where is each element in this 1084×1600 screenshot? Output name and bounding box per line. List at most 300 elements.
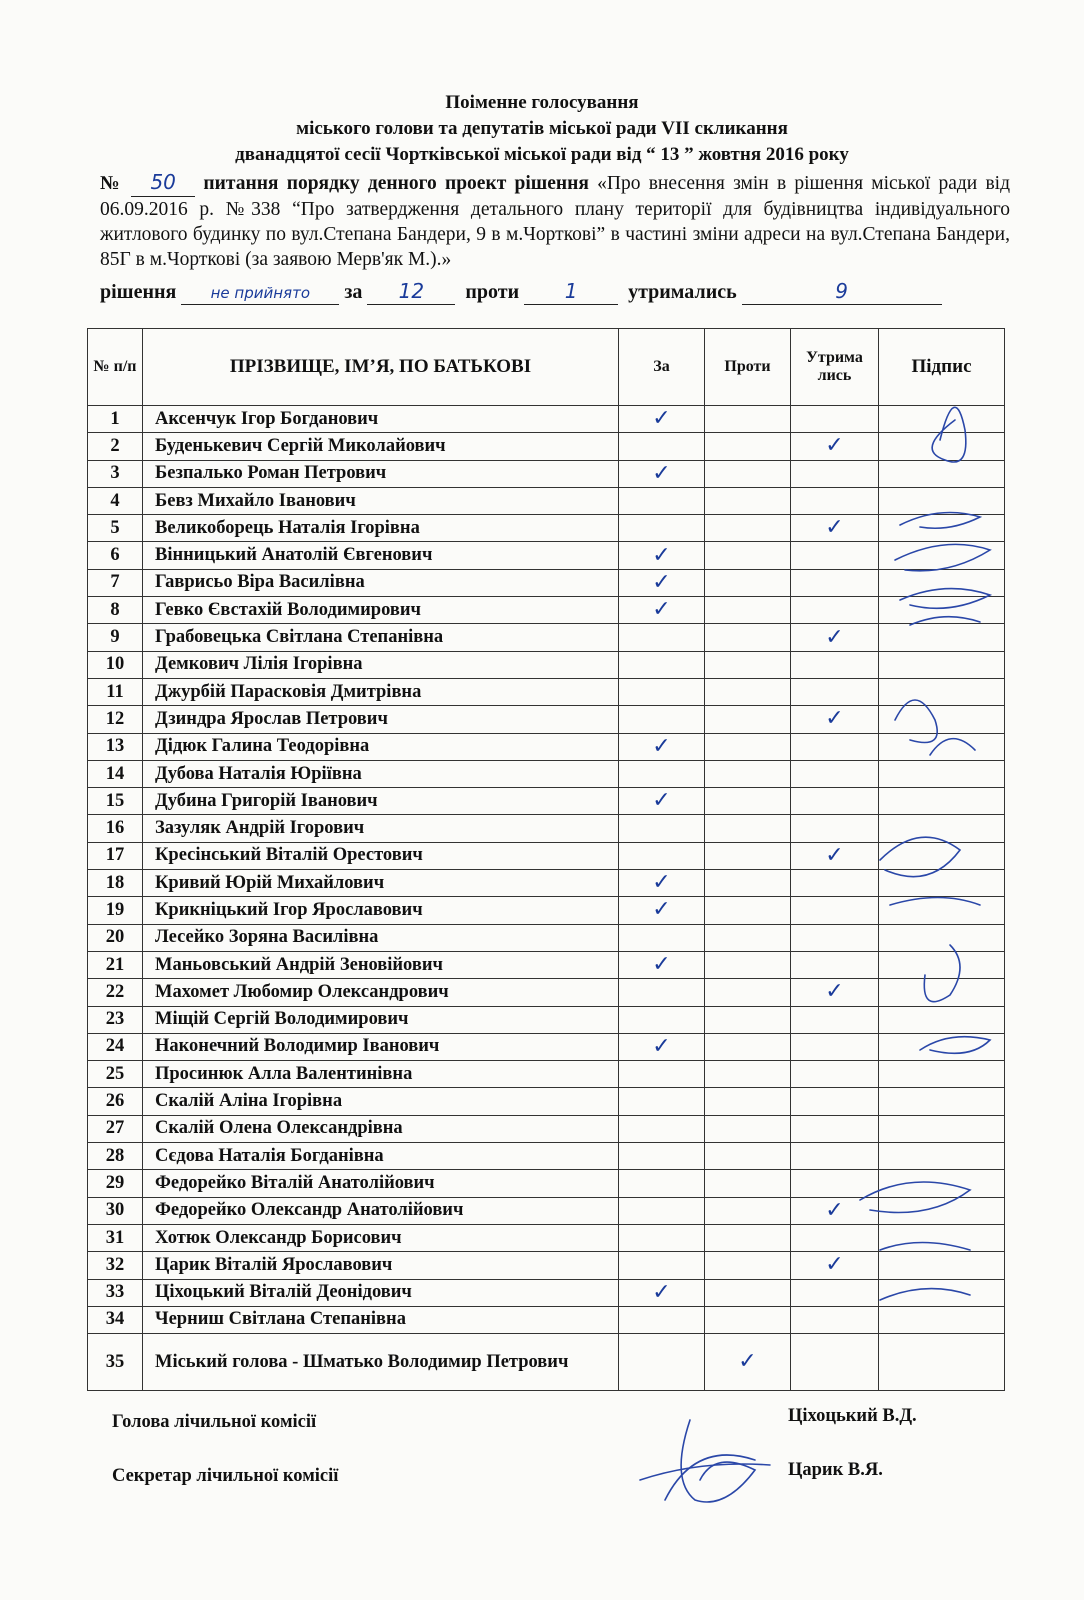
signature-cell [879, 597, 1005, 624]
table-row [88, 460, 1005, 487]
row-number: 15 [88, 788, 143, 815]
deputy-name: Дідюк Галина Теодорівна [143, 733, 619, 760]
for-cell [619, 788, 705, 815]
row-number: 32 [88, 1252, 143, 1279]
question-text: «Про внесення змін в рішення міської ради від 06.09.2016 р. №338 “Про затвердження детального плану території для будівництва індивідуального житлового будинку по вул.Степана Бандери, 9 в м.Чорткові” в частині зміни адреси на вул.Степана Бандери, 85Г в м.Чорткові (за заявою Мерв'як М.).» [100, 173, 1011, 270]
against-cell [705, 515, 791, 542]
signature-cell [879, 842, 1005, 869]
against-cell [705, 842, 791, 869]
signature-cell [879, 487, 1005, 514]
row-number: 28 [88, 1143, 143, 1170]
against-cell [705, 624, 791, 651]
commission-secretary-name: Царик В.Я. [788, 1460, 883, 1480]
table-row [88, 1334, 1005, 1391]
for-field [367, 279, 455, 305]
deputy-name: Крикніцький Ігор Ярославович [143, 897, 619, 924]
deputy-name: Царик Віталій Ярославович [143, 1252, 619, 1279]
row-number: 18 [88, 870, 143, 897]
against-cell [705, 597, 791, 624]
vote-checkmark-icon: ✓ [652, 1279, 671, 1305]
document-subtitle: міського голови та депутатів міської ради VII скликання [296, 118, 788, 139]
header-against: Проти [705, 329, 791, 406]
signature-cell [879, 1334, 1005, 1391]
vote-checkmark-icon: ✓ [652, 406, 671, 432]
against-cell [705, 815, 791, 842]
against-cell [705, 1252, 791, 1279]
signature-cell [879, 1170, 1005, 1197]
row-number: 10 [88, 651, 143, 678]
deputy-name: Аксенчук Ігор Богданович [143, 406, 619, 433]
against-cell [705, 706, 791, 733]
deputy-name: Буденькевич Сергій Миколайович [143, 433, 619, 460]
for-cell [619, 1334, 705, 1391]
for-label: за [344, 281, 363, 303]
abstain-cell [791, 733, 879, 760]
table-row [88, 433, 1005, 460]
deputy-name: Сєдова Наталія Богданівна [143, 1143, 619, 1170]
against-cell [705, 406, 791, 433]
abstain-cell [791, 760, 879, 787]
against-cell [705, 733, 791, 760]
table-row [88, 1170, 1005, 1197]
row-number: 8 [88, 597, 143, 624]
against-cell [705, 1143, 791, 1170]
signature-cell [879, 1252, 1005, 1279]
for-cell [619, 815, 705, 842]
signature-cell [879, 897, 1005, 924]
signature-cell [879, 870, 1005, 897]
question-number-prefix: № [100, 173, 123, 194]
for-cell [619, 460, 705, 487]
question-number-field [131, 170, 195, 197]
abstain-cell [791, 569, 879, 596]
row-number: 25 [88, 1061, 143, 1088]
vote-checkmark-icon: ✓ [652, 788, 671, 814]
abstain-cell [791, 487, 879, 514]
signature-cell [879, 951, 1005, 978]
table-row [88, 406, 1005, 433]
signature-cell [879, 1306, 1005, 1333]
row-number: 9 [88, 624, 143, 651]
row-number: 2 [88, 433, 143, 460]
deputy-name: Маньовський Андрій Зеновійович [143, 951, 619, 978]
deputy-name: Просинюк Алла Валентинівна [143, 1061, 619, 1088]
signature-cell [879, 760, 1005, 787]
against-cell [705, 1006, 791, 1033]
for-cell [619, 1252, 705, 1279]
for-cell [619, 487, 705, 514]
row-number: 35 [88, 1334, 143, 1391]
signature-cell [879, 1115, 1005, 1142]
abstain-cell [791, 406, 879, 433]
row-number: 13 [88, 733, 143, 760]
vote-checkmark-icon: ✓ [652, 733, 671, 759]
decision-value: не прийнято [210, 284, 310, 302]
abstain-cell [791, 515, 879, 542]
for-cell [619, 1224, 705, 1251]
table-row [88, 515, 1005, 542]
abstain-cell [791, 1061, 879, 1088]
for-cell [619, 1197, 705, 1224]
against-cell [705, 1033, 791, 1060]
signature-cell [879, 1033, 1005, 1060]
against-cell [705, 460, 791, 487]
against-cell [705, 1170, 791, 1197]
table-row [88, 624, 1005, 651]
for-cell [619, 542, 705, 569]
row-number: 31 [88, 1224, 143, 1251]
against-cell [705, 1115, 791, 1142]
abstain-cell [791, 1197, 879, 1224]
table-row [88, 651, 1005, 678]
abstain-cell [791, 460, 879, 487]
for-cell [619, 1088, 705, 1115]
vote-checkmark-icon: ✓ [652, 542, 671, 568]
deputy-name: Дзиндра Ярослав Петрович [143, 706, 619, 733]
vote-checkmark-icon: ✓ [825, 979, 844, 1005]
deputy-name: Великоборець Наталія Ігорівна [143, 515, 619, 542]
abstain-cell [791, 1143, 879, 1170]
against-cell [705, 487, 791, 514]
table-row [88, 870, 1005, 897]
vote-checkmark-icon: ✓ [825, 433, 844, 459]
abstain-cell [791, 1115, 879, 1142]
vote-checkmark-icon: ✓ [652, 952, 671, 978]
for-cell [619, 979, 705, 1006]
for-cell [619, 515, 705, 542]
signature-cell [879, 678, 1005, 705]
abstain-label: утримались [628, 281, 737, 303]
table-row [88, 542, 1005, 569]
for-count: 12 [398, 279, 425, 303]
row-number: 24 [88, 1033, 143, 1060]
row-number: 21 [88, 951, 143, 978]
row-number: 6 [88, 542, 143, 569]
table-row [88, 979, 1005, 1006]
for-cell [619, 569, 705, 596]
abstain-cell [791, 924, 879, 951]
deputy-name: Кривий Юрій Михайлович [143, 870, 619, 897]
signature-cell [879, 733, 1005, 760]
for-cell [619, 733, 705, 760]
for-cell [619, 1170, 705, 1197]
row-number: 14 [88, 760, 143, 787]
row-number: 7 [88, 569, 143, 596]
signature-cell [879, 979, 1005, 1006]
header-abstain: Утрима лись [791, 329, 879, 406]
deputy-name: Кресінський Віталій Орестович [143, 842, 619, 869]
document-title: Поіменне голосування [445, 92, 639, 113]
abstain-field [742, 279, 942, 305]
table-row [88, 1252, 1005, 1279]
vote-checkmark-icon: ✓ [652, 569, 671, 595]
abstain-cell [791, 706, 879, 733]
deputy-name: Грабовецька Світлана Степанівна [143, 624, 619, 651]
for-cell [619, 760, 705, 787]
abstain-cell [791, 624, 879, 651]
abstain-cell [791, 815, 879, 842]
against-cell [705, 979, 791, 1006]
deputy-name: Дубова Наталія Юріївна [143, 760, 619, 787]
vote-checkmark-icon: ✓ [652, 1033, 671, 1059]
vote-table [87, 328, 1005, 1391]
header-name: ПРІЗВИЩЕ, ІМ’Я, ПО БАТЬКОВІ [143, 329, 619, 406]
vote-checkmark-icon: ✓ [738, 1349, 757, 1375]
deputy-name: Лесейко Зоряна Василівна [143, 924, 619, 951]
signature-cell [879, 815, 1005, 842]
deputy-name: Міщій Сергій Володимирович [143, 1006, 619, 1033]
abstain-cell [791, 1252, 879, 1279]
against-cell [705, 897, 791, 924]
row-number: 34 [88, 1306, 143, 1333]
for-cell [619, 597, 705, 624]
for-cell [619, 706, 705, 733]
signature-cell [879, 1006, 1005, 1033]
against-cell [705, 1197, 791, 1224]
against-cell [705, 1088, 791, 1115]
for-cell [619, 870, 705, 897]
question-label: питання порядку денного проект рішення [203, 173, 589, 194]
commission-secretary-label: Секретар лічильної комісії [112, 1466, 339, 1486]
abstain-cell [791, 1088, 879, 1115]
signature-cell [879, 515, 1005, 542]
row-number: 3 [88, 460, 143, 487]
against-cell [705, 433, 791, 460]
abstain-cell [791, 542, 879, 569]
signature-cell [879, 924, 1005, 951]
for-cell [619, 951, 705, 978]
for-cell [619, 433, 705, 460]
table-row [88, 897, 1005, 924]
deputy-name: Міський голова - Шматько Володимир Петрович [143, 1334, 619, 1391]
row-number: 11 [88, 678, 143, 705]
deputy-name: Вінницький Анатолій Євгенович [143, 542, 619, 569]
abstain-cell [791, 1279, 879, 1306]
table-row [88, 1115, 1005, 1142]
deputy-name: Дубина Григорій Іванович [143, 788, 619, 815]
against-cell [705, 542, 791, 569]
against-cell [705, 760, 791, 787]
header-for: За [619, 329, 705, 406]
against-field [524, 279, 618, 305]
for-cell [619, 1306, 705, 1333]
for-cell [619, 924, 705, 951]
deputy-name: Ціхоцький Віталій Деонідович [143, 1279, 619, 1306]
abstain-cell [791, 597, 879, 624]
header-num: № п/п [88, 329, 143, 406]
vote-checkmark-icon: ✓ [825, 1197, 844, 1223]
row-number: 17 [88, 842, 143, 869]
table-row [88, 1061, 1005, 1088]
signature-cell [879, 569, 1005, 596]
table-row [88, 1143, 1005, 1170]
table-row [88, 733, 1005, 760]
for-cell [619, 897, 705, 924]
for-cell [619, 1061, 705, 1088]
deputy-name: Черниш Світлана Степанівна [143, 1306, 619, 1333]
question-number-value: 50 [150, 170, 176, 194]
signature-cell [879, 460, 1005, 487]
for-cell [619, 1279, 705, 1306]
vote-checkmark-icon: ✓ [652, 460, 671, 486]
decision-field [181, 281, 339, 305]
abstain-cell [791, 678, 879, 705]
deputy-name: Федорейко Віталій Анатолійович [143, 1170, 619, 1197]
abstain-cell [791, 1006, 879, 1033]
table-row [88, 1306, 1005, 1333]
deputy-name: Демкович Лілія Ігорівна [143, 651, 619, 678]
row-number: 22 [88, 979, 143, 1006]
abstain-cell [791, 788, 879, 815]
against-cell [705, 569, 791, 596]
row-number: 4 [88, 487, 143, 514]
vote-checkmark-icon: ✓ [825, 624, 844, 650]
deputy-name: Наконечний Володимир Іванович [143, 1033, 619, 1060]
against-cell [705, 678, 791, 705]
signature-cell [879, 1088, 1005, 1115]
against-cell [705, 924, 791, 951]
for-cell [619, 842, 705, 869]
vote-checkmark-icon: ✓ [652, 870, 671, 896]
table-row [88, 597, 1005, 624]
against-cell [705, 1061, 791, 1088]
deputy-name: Бевз Михайло Іванович [143, 487, 619, 514]
abstain-cell [791, 651, 879, 678]
table-row [88, 815, 1005, 842]
deputy-name: Скалій Олена Олександрівна [143, 1115, 619, 1142]
row-number: 1 [88, 406, 143, 433]
vote-checkmark-icon: ✓ [652, 597, 671, 623]
signature-cell [879, 706, 1005, 733]
deputy-name: Гаврисьо Віра Василівна [143, 569, 619, 596]
row-number: 20 [88, 924, 143, 951]
abstain-cell [791, 951, 879, 978]
decision-line [100, 279, 942, 305]
against-cell [705, 1224, 791, 1251]
abstain-cell [791, 1334, 879, 1391]
against-count: 1 [564, 279, 578, 303]
row-number: 16 [88, 815, 143, 842]
session-date-line: дванадцятої сесії Чортківської міської ради від “ 13 ” жовтня 2016 року [235, 144, 849, 165]
vote-checkmark-icon: ✓ [825, 842, 844, 868]
abstain-cell [791, 1170, 879, 1197]
signature-cell [879, 788, 1005, 815]
for-cell [619, 406, 705, 433]
against-cell [705, 870, 791, 897]
deputy-name: Зазуляк Андрій Ігорович [143, 815, 619, 842]
against-cell [705, 1306, 791, 1333]
deputy-name: Федорейко Олександр Анатолійович [143, 1197, 619, 1224]
deputy-name: Джурбій Парасковія Дмитрівна [143, 678, 619, 705]
vote-checkmark-icon: ✓ [825, 1252, 844, 1278]
row-number: 12 [88, 706, 143, 733]
row-number: 23 [88, 1006, 143, 1033]
signature-cell [879, 433, 1005, 460]
table-row [88, 951, 1005, 978]
deputy-name: Гевко Євстахій Володимирович [143, 597, 619, 624]
abstain-cell [791, 897, 879, 924]
table-row [88, 1033, 1005, 1060]
deputy-name: Махомет Любомир Олександрович [143, 979, 619, 1006]
abstain-cell [791, 433, 879, 460]
signature-cell [879, 651, 1005, 678]
for-cell [619, 1033, 705, 1060]
row-number: 5 [88, 515, 143, 542]
row-number: 30 [88, 1197, 143, 1224]
signature-cell [879, 1224, 1005, 1251]
against-cell [705, 951, 791, 978]
commission-chair-name: Ціхоцький В.Д. [788, 1406, 917, 1426]
table-row [88, 706, 1005, 733]
row-number: 27 [88, 1115, 143, 1142]
header-signature: Підпис [879, 329, 1005, 406]
table-row [88, 1279, 1005, 1306]
signature-cell [879, 406, 1005, 433]
table-row [88, 678, 1005, 705]
abstain-cell [791, 979, 879, 1006]
against-cell [705, 651, 791, 678]
against-label: проти [465, 281, 520, 303]
for-cell [619, 651, 705, 678]
abstain-cell [791, 1306, 879, 1333]
signature-cell [879, 624, 1005, 651]
abstain-cell [791, 1033, 879, 1060]
row-number: 29 [88, 1170, 143, 1197]
vote-checkmark-icon: ✓ [825, 706, 844, 732]
deputy-name: Скалій Аліна Ігорівна [143, 1088, 619, 1115]
table-row [88, 788, 1005, 815]
signature-cell [879, 1197, 1005, 1224]
decision-label: рішення [100, 281, 177, 303]
for-cell [619, 1006, 705, 1033]
table-row [88, 1088, 1005, 1115]
table-row [88, 1197, 1005, 1224]
table-row [88, 1006, 1005, 1033]
table-row [88, 1224, 1005, 1251]
abstain-cell [791, 870, 879, 897]
deputy-name: Безпалько Роман Петрович [143, 460, 619, 487]
row-number: 19 [88, 897, 143, 924]
commission-chair-label: Голова лічильної комісії [112, 1412, 317, 1432]
against-cell [705, 788, 791, 815]
for-cell [619, 678, 705, 705]
table-row [88, 487, 1005, 514]
for-cell [619, 1115, 705, 1142]
deputy-name: Хотюк Олександр Борисович [143, 1224, 619, 1251]
question-paragraph [100, 170, 1010, 272]
abstain-count: 9 [835, 279, 849, 303]
table-row [88, 760, 1005, 787]
signature-cell [879, 1279, 1005, 1306]
against-cell [705, 1279, 791, 1306]
abstain-cell [791, 842, 879, 869]
signature-cell [879, 1143, 1005, 1170]
for-cell [619, 624, 705, 651]
for-cell [619, 1143, 705, 1170]
signature-cell [879, 1061, 1005, 1088]
signature-cell [879, 542, 1005, 569]
table-row [88, 842, 1005, 869]
row-number: 26 [88, 1088, 143, 1115]
table-header-row [88, 329, 1005, 406]
row-number: 33 [88, 1279, 143, 1306]
table-row [88, 569, 1005, 596]
abstain-cell [791, 1224, 879, 1251]
table-row [88, 924, 1005, 951]
vote-checkmark-icon: ✓ [652, 897, 671, 923]
against-cell [705, 1334, 791, 1391]
vote-checkmark-icon: ✓ [825, 515, 844, 541]
